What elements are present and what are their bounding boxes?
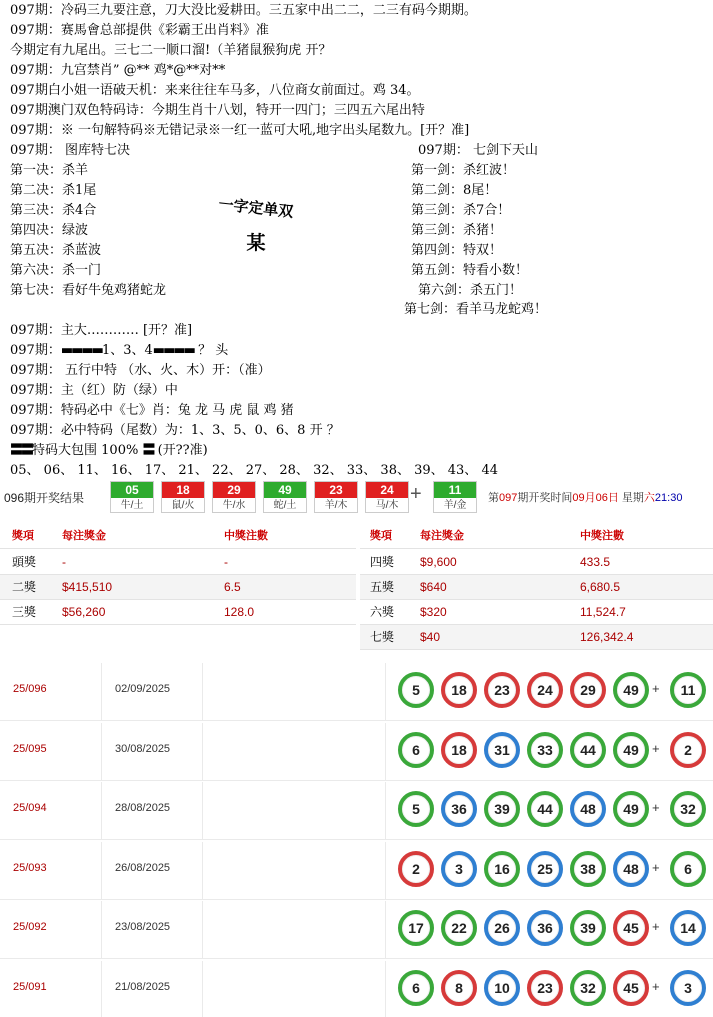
prediction-line-3: 今期定有九尾出。三七二一顺口溜!（羊猪鼠猴狗虎 开？ bbox=[10, 43, 332, 58]
history-date: 02/09/2025 bbox=[115, 683, 171, 695]
column-divider bbox=[202, 723, 203, 781]
prediction-head bbox=[10, 341, 228, 360]
prize-row bbox=[360, 575, 713, 600]
prize-row bbox=[360, 625, 713, 650]
prize-amount: $9,600 bbox=[420, 555, 457, 569]
prize-amount: $320 bbox=[420, 605, 447, 619]
bar-decoration: ▬▬▬▬ bbox=[60, 343, 102, 358]
prize-row bbox=[0, 600, 356, 625]
history-ball: 44 bbox=[527, 791, 563, 827]
prediction-tail-digits: 097期：必中特码（尾数）为：1、3、5、0、6、8 开 ？ bbox=[10, 423, 340, 438]
prize-row bbox=[0, 550, 356, 575]
prize-count: 11,524.7 bbox=[580, 605, 626, 619]
plus-sign: + bbox=[410, 483, 422, 505]
prediction-head-values: 1、3、4 bbox=[101, 343, 153, 358]
jue-item: 第五决：杀蓝波 bbox=[10, 243, 102, 258]
next-draw-info bbox=[488, 489, 682, 505]
jian-header: 097期： 七剑下天山 bbox=[418, 143, 538, 158]
draw-ball-number: 29 bbox=[213, 482, 255, 498]
prize-row bbox=[360, 550, 713, 575]
prize-count: 126,342.4 bbox=[580, 630, 634, 644]
history-ball: 29 bbox=[570, 672, 606, 708]
history-ball: 36 bbox=[441, 791, 477, 827]
history-ball: 33 bbox=[527, 732, 563, 768]
column-divider bbox=[101, 663, 102, 721]
history-issue: 25/094 bbox=[13, 802, 47, 814]
history-issue: 25/096 bbox=[13, 683, 47, 695]
prediction-range-suffix: (开??准) bbox=[153, 443, 208, 458]
column-divider bbox=[202, 663, 203, 721]
history-ball: 45 bbox=[613, 970, 649, 1006]
history-ball: 10 bbox=[484, 970, 520, 1006]
history-ball: 38 bbox=[570, 851, 606, 887]
next-draw-week: 星期 bbox=[618, 492, 644, 504]
jue-item: 第七决：看好牛兔鸡猪蛇龙 bbox=[10, 283, 167, 298]
draw-ball-zodiac: 鼠/火 bbox=[171, 500, 195, 511]
history-ball: 17 bbox=[398, 910, 434, 946]
history-special-ball: 14 bbox=[670, 910, 706, 946]
draw-ball bbox=[212, 481, 256, 513]
jue-item: 第一决：杀羊 bbox=[10, 163, 89, 178]
prize-amount: $415,510 bbox=[62, 580, 113, 594]
prize-row bbox=[0, 575, 356, 600]
jian-item: 第五剑：特看小数！ bbox=[411, 263, 529, 278]
jian-item: 第六剑：杀五门！ bbox=[418, 283, 523, 298]
jian-item: 第七剑：看羊马龙蛇鸡！ bbox=[404, 302, 548, 317]
plus-sign: + bbox=[652, 800, 660, 815]
prize-amount: $56,260 bbox=[62, 605, 106, 619]
prize-table bbox=[0, 520, 713, 655]
prize-count: - bbox=[224, 555, 228, 569]
next-draw-issue: 097 bbox=[499, 492, 518, 504]
column-divider bbox=[385, 723, 386, 781]
column-divider bbox=[101, 901, 102, 959]
draw-ball-number: 18 bbox=[162, 482, 204, 498]
column-divider bbox=[101, 961, 102, 1017]
prize-count: 6,680.5 bbox=[580, 580, 621, 594]
draw-result-bar bbox=[0, 479, 713, 515]
jian-item: 第二剑：8尾！ bbox=[411, 183, 498, 198]
history-ball: 24 bbox=[527, 672, 563, 708]
column-divider bbox=[202, 842, 203, 900]
history-issue: 25/095 bbox=[13, 742, 47, 755]
history-row bbox=[0, 663, 713, 721]
prize-name: 五獎 bbox=[370, 580, 395, 594]
prediction-line-4: 097期：九宫禁肖” @** 鸡*@**对** bbox=[10, 63, 226, 78]
prize-name: 三獎 bbox=[12, 605, 37, 619]
jian-item: 第一剑：杀红波！ bbox=[411, 163, 516, 178]
history-issue: 25/093 bbox=[13, 861, 47, 874]
prize-name: 六獎 bbox=[370, 605, 395, 619]
history-ball: 49 bbox=[613, 732, 649, 768]
jue-item: 第二决：杀1尾 bbox=[10, 183, 97, 198]
column-divider bbox=[385, 842, 386, 900]
draw-ball-number: 24 bbox=[366, 482, 408, 498]
prize-amount: - bbox=[62, 555, 66, 569]
draw-ball bbox=[365, 481, 409, 513]
prize-col-name: 獎項 bbox=[12, 530, 34, 542]
prize-name: 頭獎 bbox=[12, 555, 37, 569]
history-date: 28/08/2025 bbox=[115, 802, 171, 814]
draw-ball-number: 05 bbox=[111, 482, 153, 498]
history-date: 21/08/2025 bbox=[115, 980, 171, 993]
prize-count: 433.5 bbox=[580, 555, 611, 569]
bar-decoration: ▬▬▬▬ bbox=[152, 343, 194, 358]
history-row bbox=[0, 723, 713, 781]
history-ball: 31 bbox=[484, 732, 520, 768]
prediction-seven-zodiac: 097期：特码必中《七》肖：兔 龙 马 虎 鼠 鸡 猪 bbox=[10, 403, 294, 418]
draw-result-label: 096期开奖结果 bbox=[4, 491, 85, 505]
history-ball: 48 bbox=[613, 851, 649, 887]
draw-ball-zodiac: 牛/水 bbox=[222, 500, 246, 511]
prize-col-amount: 每注獎金 bbox=[62, 530, 106, 542]
jian-item: 第四剑：特双！ bbox=[411, 243, 503, 258]
plus-sign: + bbox=[652, 859, 660, 875]
draw-ball-zodiac: 牛/土 bbox=[120, 500, 144, 511]
history-date: 23/08/2025 bbox=[115, 921, 171, 933]
draw-ball-zodiac: 羊/木 bbox=[324, 500, 348, 511]
prediction-line-6: 097期澳门双色特码诗：今期生肖十八划，特开一四门；三四五六尾出特 bbox=[10, 103, 425, 118]
history-ball: 18 bbox=[441, 672, 477, 708]
history-special-ball: 3 bbox=[670, 970, 706, 1006]
history-issue: 25/092 bbox=[13, 921, 47, 933]
draw-ball-zodiac: 羊/金 bbox=[443, 500, 467, 511]
history-ball: 6 bbox=[398, 970, 434, 1006]
history-ball: 16 bbox=[484, 851, 520, 887]
prize-header-right bbox=[360, 524, 713, 549]
jian-item: 第三剑：杀猪！ bbox=[411, 223, 503, 238]
next-draw-date: 09月06日 bbox=[572, 492, 619, 504]
column-divider bbox=[202, 961, 203, 1017]
prediction-line-2: 097期：赛馬會总部提供《彩霸王出肖料》准 bbox=[10, 23, 269, 38]
history-ball: 26 bbox=[484, 910, 520, 946]
column-divider bbox=[385, 961, 386, 1017]
prize-count: 128.0 bbox=[224, 605, 255, 619]
center-line-1: 一字定单双 bbox=[217, 195, 295, 221]
prize-col-count: 中獎注數 bbox=[580, 530, 624, 542]
next-draw-mid: 期开奖时间 bbox=[517, 492, 573, 504]
history-ball: 25 bbox=[527, 851, 563, 887]
prize-row bbox=[360, 600, 713, 625]
history-special-ball: 2 bbox=[670, 732, 706, 768]
history-date: 26/08/2025 bbox=[115, 861, 171, 874]
history-ball: 8 bbox=[441, 970, 477, 1006]
prize-count: 6.5 bbox=[224, 580, 241, 594]
column-divider bbox=[385, 663, 386, 721]
jue-item: 第六决：杀一门 bbox=[10, 263, 102, 278]
prize-name: 二獎 bbox=[12, 580, 37, 594]
prediction-line-1: 097期：冷码三九要注意，刀大没比爱耕田。三五家中出二二，二三有码今期期。 bbox=[10, 3, 477, 18]
prize-header-left bbox=[0, 524, 356, 549]
prize-name: 四獎 bbox=[370, 555, 395, 569]
next-draw-day: 六 bbox=[643, 492, 655, 504]
bar-decoration: 〓〓 bbox=[10, 443, 33, 458]
column-divider bbox=[385, 901, 386, 959]
history-ball: 48 bbox=[570, 791, 606, 827]
history-special-ball: 11 bbox=[670, 672, 706, 708]
history-ball: 39 bbox=[570, 910, 606, 946]
prize-amount: $40 bbox=[420, 630, 441, 644]
bar-decoration: 〓 bbox=[142, 443, 154, 458]
prediction-range-text: 特码大包围 100% bbox=[32, 443, 143, 458]
prize-col-amount: 每注獎金 bbox=[420, 530, 464, 542]
prize-amount: $640 bbox=[420, 580, 447, 594]
plus-sign: + bbox=[652, 681, 660, 696]
history-ball: 23 bbox=[484, 672, 520, 708]
draw-special-ball bbox=[433, 481, 477, 513]
history-ball: 2 bbox=[398, 851, 434, 887]
prediction-head-suffix: ？ 头 bbox=[193, 343, 229, 358]
history-ball: 45 bbox=[613, 910, 649, 946]
history-row bbox=[0, 842, 713, 900]
prediction-head-prefix: 097期： bbox=[10, 343, 61, 358]
history-ball: 49 bbox=[613, 791, 649, 827]
history-special-ball: 32 bbox=[670, 791, 706, 827]
history-ball: 44 bbox=[570, 732, 606, 768]
draw-ball-number: 11 bbox=[434, 482, 476, 498]
center-line-2: 某 bbox=[246, 232, 266, 254]
draw-ball bbox=[314, 481, 358, 513]
draw-ball bbox=[161, 481, 205, 513]
jue-item: 第四决：绿波 bbox=[10, 223, 89, 238]
draw-ball-zodiac: 蛇/土 bbox=[273, 500, 297, 511]
column-divider bbox=[101, 782, 102, 840]
draw-ball bbox=[263, 481, 307, 513]
history-ball: 6 bbox=[398, 732, 434, 768]
history-row bbox=[0, 961, 713, 1017]
history-ball: 49 bbox=[613, 672, 649, 708]
prediction-range bbox=[10, 441, 208, 460]
prize-col-name: 獎項 bbox=[370, 530, 392, 542]
history-ball: 18 bbox=[441, 732, 477, 768]
next-draw-prefix: 第 bbox=[488, 492, 499, 504]
history-ball: 5 bbox=[398, 791, 434, 827]
column-divider bbox=[101, 723, 102, 781]
column-divider bbox=[101, 842, 102, 900]
column-divider bbox=[385, 782, 386, 840]
prediction-number-list: 05、 06、 11、 16、 17、 21、 22、 27、 28、 32、 33、 38、 39、 43、 44 bbox=[10, 463, 498, 478]
prize-col-count: 中獎注數 bbox=[224, 530, 268, 542]
plus-sign: + bbox=[652, 740, 660, 756]
history-ball: 23 bbox=[527, 970, 563, 1006]
next-draw-time: 21:30 bbox=[654, 492, 683, 504]
draw-ball bbox=[110, 481, 154, 513]
column-divider bbox=[202, 782, 203, 840]
history-issue: 25/091 bbox=[13, 980, 47, 993]
history-ball: 32 bbox=[570, 970, 606, 1006]
history-date: 30/08/2025 bbox=[115, 742, 171, 755]
single-double-hint bbox=[212, 197, 300, 255]
history-special-ball: 6 bbox=[670, 851, 706, 887]
prediction-color: 097期：主（红）防（绿）中 bbox=[10, 383, 178, 398]
history-ball: 22 bbox=[441, 910, 477, 946]
prediction-five-elements: 097期： 五行中特 （水、火、木）开：（准） bbox=[10, 363, 271, 378]
history-ball: 39 bbox=[484, 791, 520, 827]
prize-name: 七獎 bbox=[370, 630, 395, 644]
draw-ball-number: 23 bbox=[315, 482, 357, 498]
history-ball: 3 bbox=[441, 851, 477, 887]
history-ball: 5 bbox=[398, 672, 434, 708]
prediction-line-5: 097期白小姐一语破天机：来来往往车马多，八位商女前面过。鸡 34。 bbox=[10, 83, 420, 98]
draw-ball-zodiac: 马/木 bbox=[375, 500, 399, 511]
history-row bbox=[0, 901, 713, 959]
plus-sign: + bbox=[652, 978, 660, 994]
history-row bbox=[0, 782, 713, 840]
jue-header: 097期： 图库特七决 bbox=[10, 143, 130, 158]
prediction-big-small: 097期：主大………… [开？准] bbox=[10, 323, 193, 338]
column-divider bbox=[202, 901, 203, 959]
plus-sign: + bbox=[652, 919, 660, 934]
jue-item: 第三决：杀4合 bbox=[10, 203, 97, 218]
jian-item: 第三剑：杀7合！ bbox=[411, 203, 511, 218]
draw-ball-number: 49 bbox=[264, 482, 306, 498]
prediction-line-7: 097期：※ 一句解特码※无错记录※一红一蓝可大吼,地字出头尾数九。[开？准] bbox=[10, 123, 470, 138]
history-ball: 36 bbox=[527, 910, 563, 946]
